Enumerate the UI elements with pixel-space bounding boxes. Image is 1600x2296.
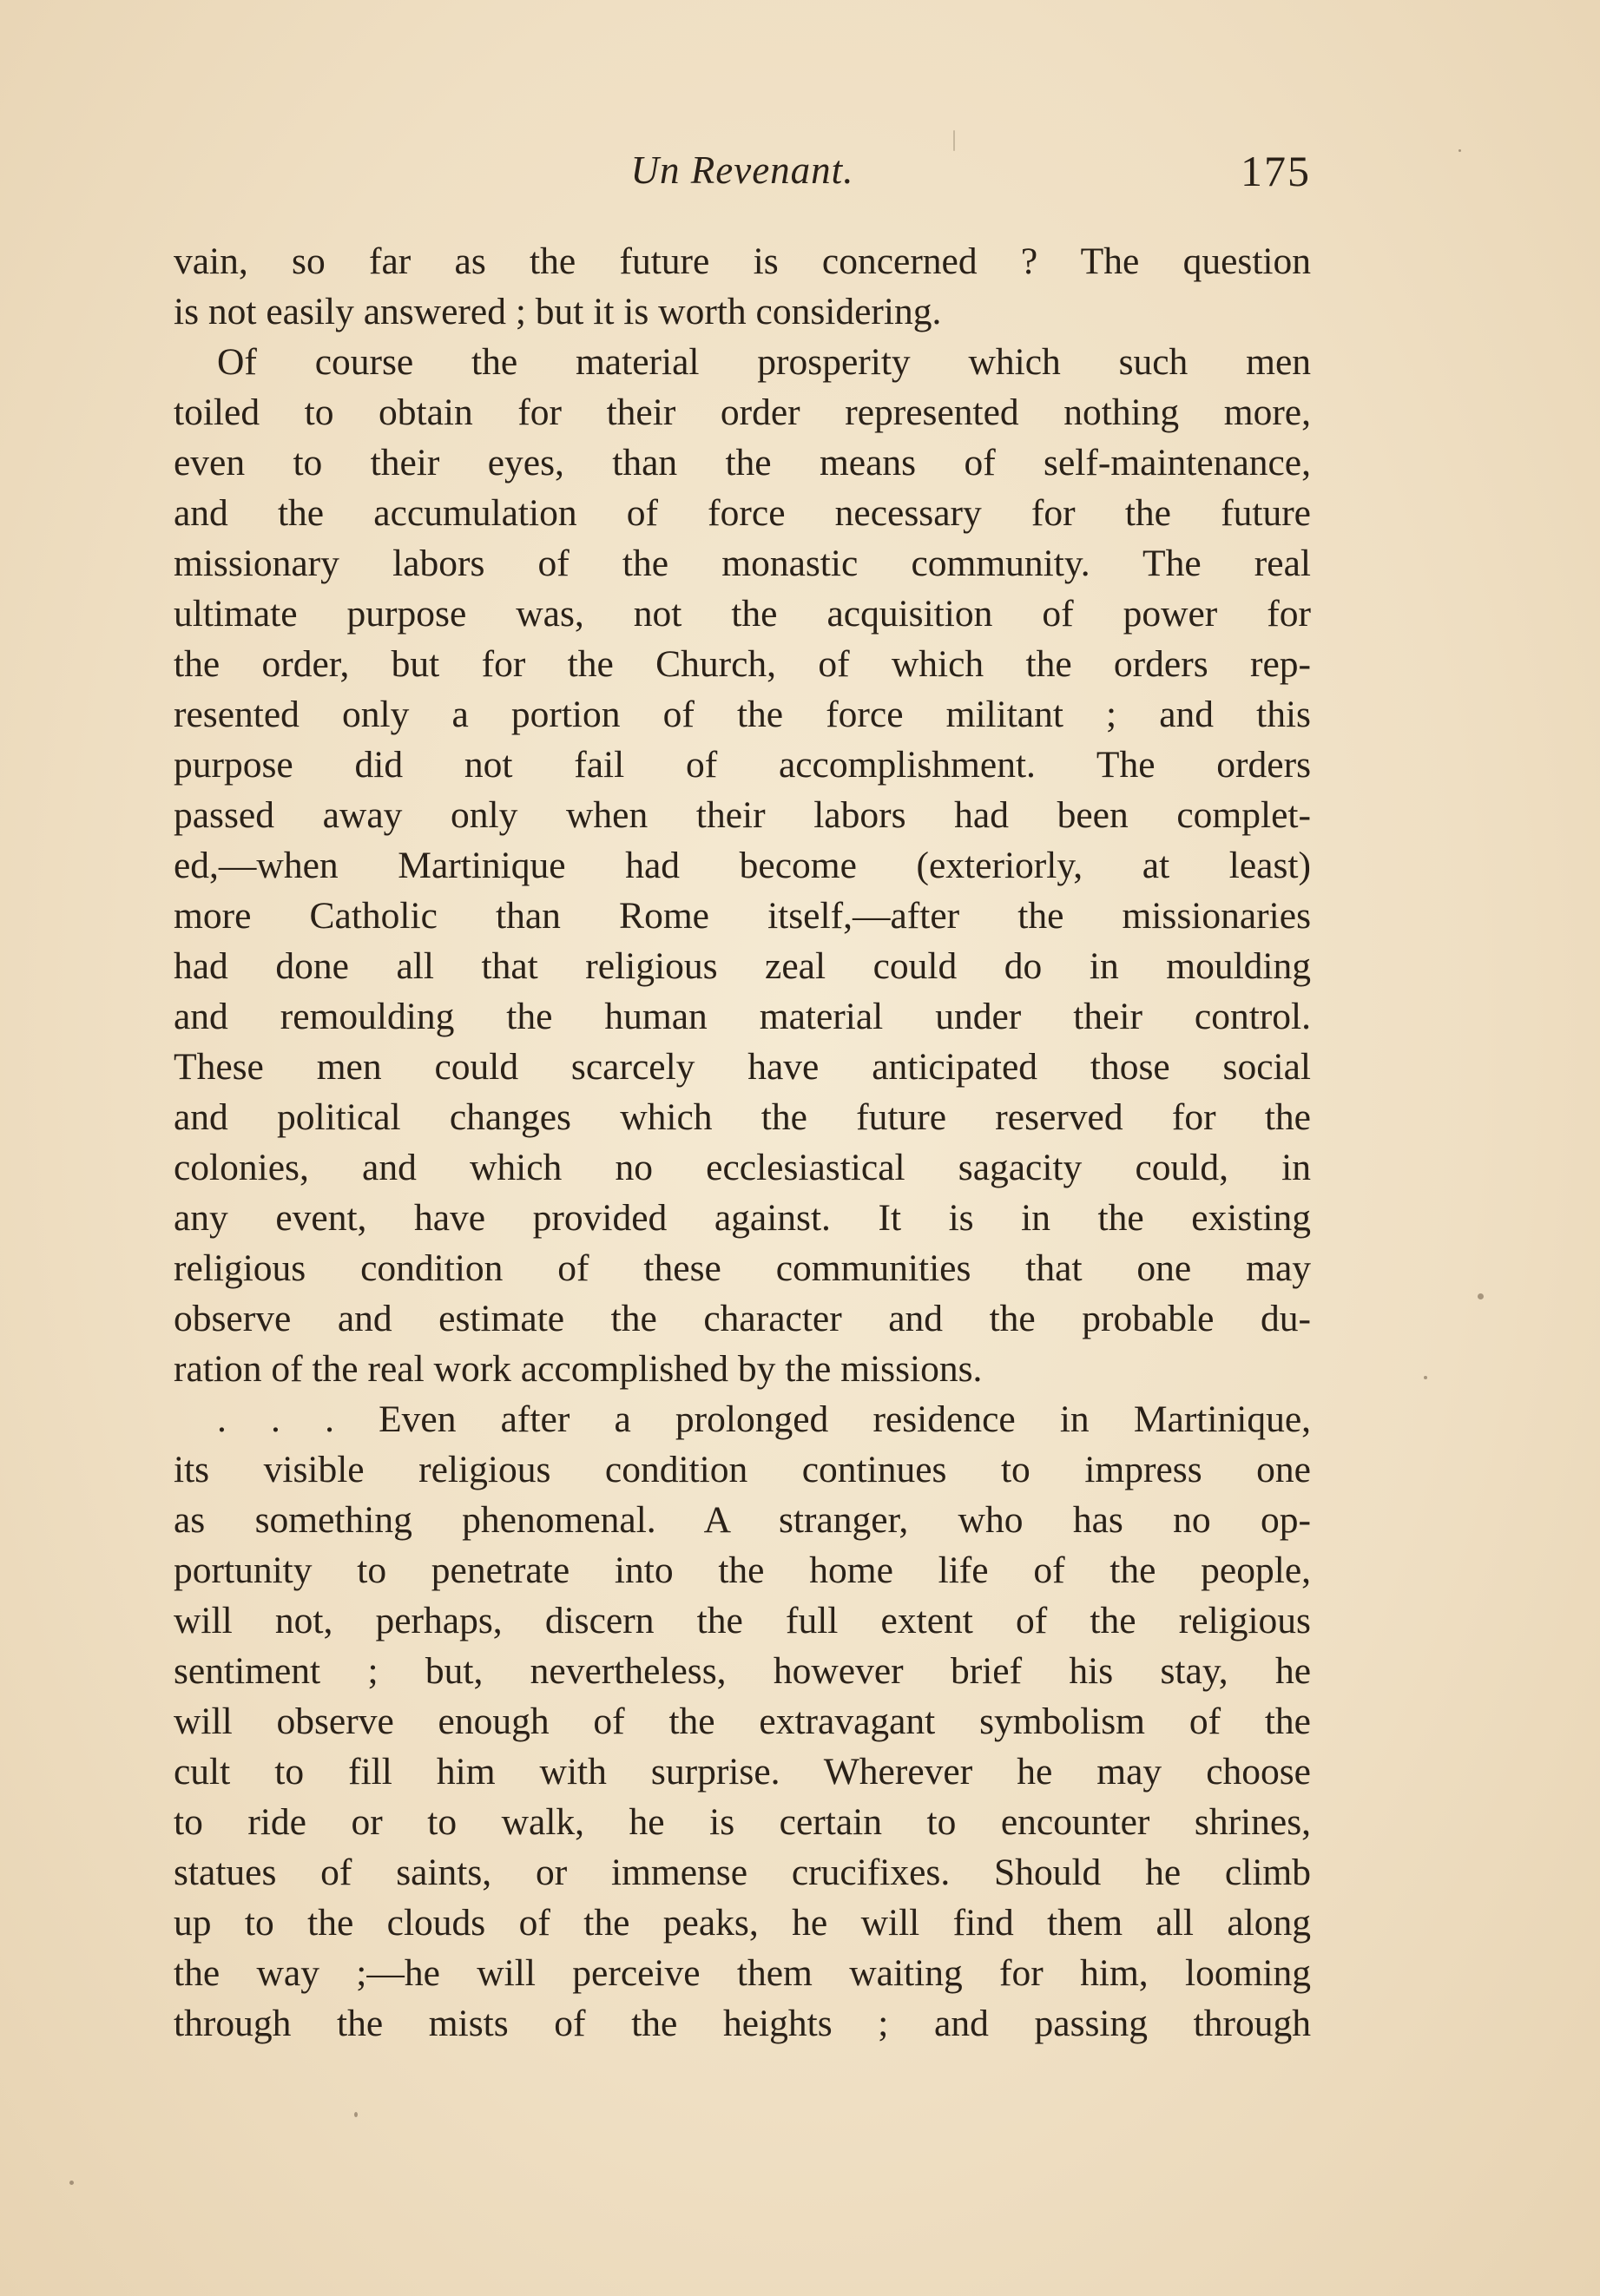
text-line: had done all that religious zeal could do in moulding [174, 945, 1311, 987]
paper-speck [1458, 149, 1461, 152]
text-line: and political changes which the future reserved for the [174, 1096, 1311, 1138]
running-head [174, 137, 1311, 207]
text-line: to ride or to walk, he is certain to encounter shrines, [174, 1801, 1311, 1843]
text-line: portunity to penetrate into the home life of the people, [174, 1549, 1311, 1591]
text-line: more Catholic than Rome itself,—after the missionaries [174, 895, 1311, 937]
text-line: ration of the real work accomplished by the missions. [174, 1348, 983, 1390]
paper-speck [69, 2181, 74, 2185]
text-line: any event, have provided against. It is in the existing [174, 1197, 1311, 1239]
text-line: its visible religious condition continues to impress one [174, 1449, 1311, 1490]
text-line: even to their eyes, than the means of self-maintenance, [174, 442, 1311, 484]
text-line: up to the clouds of the peaks, he will find them all along [174, 1902, 1311, 1944]
text-line: observe and estimate the character and the probable du- [174, 1298, 1311, 1339]
paper-speck [953, 130, 955, 151]
text-line: . . . Even after a prolonged residence in Martinique, [217, 1398, 1311, 1440]
text-line: missionary labors of the monastic community. The real [174, 543, 1311, 584]
text-line: is not easily answered ; but it is worth considering. [174, 291, 942, 332]
text-line: sentiment ; but, nevertheless, however brief his stay, he [174, 1650, 1311, 1692]
text-line: will not, perhaps, discern the full extent of the religious [174, 1600, 1311, 1641]
text-line: the way ;—he will perceive them waiting for him, looming [174, 1952, 1311, 1994]
text-line: ultimate purpose was, not the acquisition of power for [174, 593, 1311, 635]
text-line: through the mists of the heights ; and passing through [174, 2003, 1311, 2044]
paper-speck [1478, 1293, 1484, 1299]
text-line: the order, but for the Church, of which the orders rep- [174, 643, 1311, 685]
text-line: cult to fill him with surprise. Wherever he may choose [174, 1751, 1311, 1793]
text-line: resented only a portion of the force militant ; and this [174, 694, 1311, 735]
page-number: 175 [1241, 147, 1311, 195]
paper-speck [354, 2112, 358, 2117]
text-line: These men could scarcely have anticipated those social [174, 1046, 1311, 1088]
paper-speck [1424, 1376, 1427, 1379]
text-line: colonies, and which no ecclesiastical sagacity could, in [174, 1147, 1311, 1188]
text-line: religious condition of these communities that one may [174, 1247, 1311, 1289]
text-line: will observe enough of the extravagant symbolism of the [174, 1701, 1311, 1742]
running-title: Un Revenant. [630, 148, 854, 192]
text-line: passed away only when their labors had been complet- [174, 794, 1311, 836]
text-line: statues of saints, or immense crucifixes. Should he climb [174, 1852, 1311, 1893]
text-line: Of course the material prosperity which such men [217, 341, 1311, 383]
text-line: and the accumulation of force necessary for the future [174, 492, 1311, 534]
text-line: and remoulding the human material under their control. [174, 996, 1311, 1037]
text-line: as something phenomenal. A stranger, who has no op- [174, 1499, 1311, 1541]
text-line: ed,—when Martinique had become (exteriorly, at least) [174, 845, 1311, 886]
text-line: purpose did not fail of accomplishment. The orders [174, 744, 1311, 786]
body-text [174, 236, 1311, 2049]
text-line: vain, so far as the future is concerned ? The question [174, 240, 1311, 282]
text-line: toiled to obtain for their order represented nothing more, [174, 391, 1311, 433]
